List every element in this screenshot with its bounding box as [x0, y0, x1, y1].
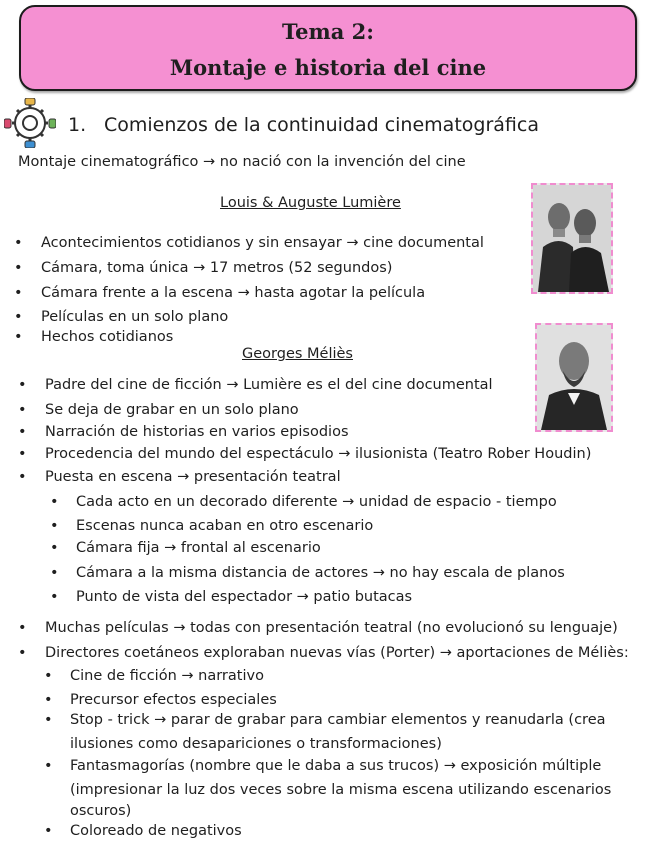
melies-heading: Georges Méliès	[242, 346, 353, 362]
bullet-icon: •	[18, 424, 27, 440]
bullet-icon: •	[18, 620, 27, 636]
list-item-text: Padre del cine de ficción → Lumière es el del cine documental	[45, 377, 493, 393]
list-item-text: Acontecimientos cotidianos y sin ensayar → cine documental	[41, 235, 484, 251]
bullet-icon: •	[14, 309, 23, 325]
list-item-text: oscuros)	[70, 803, 132, 819]
bullet-icon: •	[50, 565, 59, 581]
bullet-icon: •	[18, 377, 27, 393]
bullet-icon: •	[50, 494, 59, 510]
bullet-icon: •	[50, 589, 59, 605]
list-item-text: Stop - trick → parar de grabar para cambiar elementos y reanudarla (crea	[70, 712, 606, 728]
topic-number: Tema 2:	[281, 19, 375, 44]
lumiere-heading: Louis & Auguste Lumière	[220, 195, 401, 211]
section-heading	[68, 114, 539, 136]
bullet-icon: •	[44, 823, 53, 839]
list-item-text: (impresionar la luz dos veces sobre la misma escena utilizando escenarios	[70, 782, 612, 798]
bullet-icon: •	[44, 692, 53, 708]
list-item-text: Cámara, toma única → 17 metros (52 segundos)	[41, 260, 393, 276]
lumiere-photo	[531, 183, 613, 294]
list-item-text: Directores coetáneos exploraban nuevas vías (Porter) → aportaciones de Méliès:	[45, 645, 629, 661]
gear-network-icon	[4, 98, 56, 148]
list-item-text: Coloreado de negativos	[70, 823, 242, 839]
list-item-text: Películas en un solo plano	[41, 309, 229, 325]
list-item-text: Cámara fija → frontal al escenario	[76, 540, 321, 556]
bullet-icon: •	[44, 758, 53, 774]
list-item-text: ilusiones como desapariciones o transformaciones)	[70, 736, 442, 752]
list-item-text: Cámara a la misma distancia de actores → no hay escala de planos	[76, 565, 565, 581]
bullet-icon: •	[50, 540, 59, 556]
bullet-icon: •	[14, 329, 23, 345]
list-item-text: Cada acto en un decorado diferente → unidad de espacio - tiempo	[76, 494, 557, 510]
bullet-icon: •	[18, 645, 27, 661]
melies-photo	[535, 323, 613, 432]
list-item-text: Puesta en escena → presentación teatral	[45, 469, 341, 485]
bullet-icon: •	[18, 402, 27, 418]
list-item-text: Muchas películas → todas con presentación teatral (no evolucionó su lenguaje)	[45, 620, 618, 636]
bullet-icon: •	[14, 235, 23, 251]
section-number: 1.	[68, 114, 87, 136]
list-item-text: Escenas nunca acaban en otro escenario	[76, 518, 374, 534]
list-item-text: Hechos cotidianos	[41, 329, 174, 345]
list-item-text: Se deja de grabar en un solo plano	[45, 402, 299, 418]
list-item-text: Narración de historias en varios episodios	[45, 424, 349, 440]
bullet-icon: •	[44, 712, 53, 728]
bullet-icon: •	[18, 469, 27, 485]
list-item-text: Cámara frente a la escena → hasta agotar la película	[41, 285, 426, 301]
section-title: Comienzos de la continuidad cinematográfica	[104, 114, 539, 136]
bullet-icon: •	[14, 260, 23, 276]
list-item-text: Procedencia del mundo del espectáculo → ilusionista (Teatro Rober Houdin)	[45, 446, 592, 462]
list-item-text: Fantasmagorías (nombre que le daba a sus trucos) → exposición múltiple	[70, 758, 602, 774]
list-item-text: Punto de vista del espectador → patio butacas	[76, 589, 413, 605]
topic-title: Montaje e historia del cine	[169, 55, 487, 80]
bullet-icon: •	[50, 518, 59, 534]
list-item-text: Precursor efectos especiales	[70, 692, 277, 708]
bullet-icon: •	[44, 668, 53, 684]
bullet-icon: •	[18, 446, 27, 462]
bullet-icon: •	[14, 285, 23, 301]
intro-text: Montaje cinematográfico → no nació con la invención del cine	[18, 154, 466, 170]
list-item-text: Cine de ficción → narrativo	[70, 668, 264, 684]
title-banner	[19, 5, 637, 91]
